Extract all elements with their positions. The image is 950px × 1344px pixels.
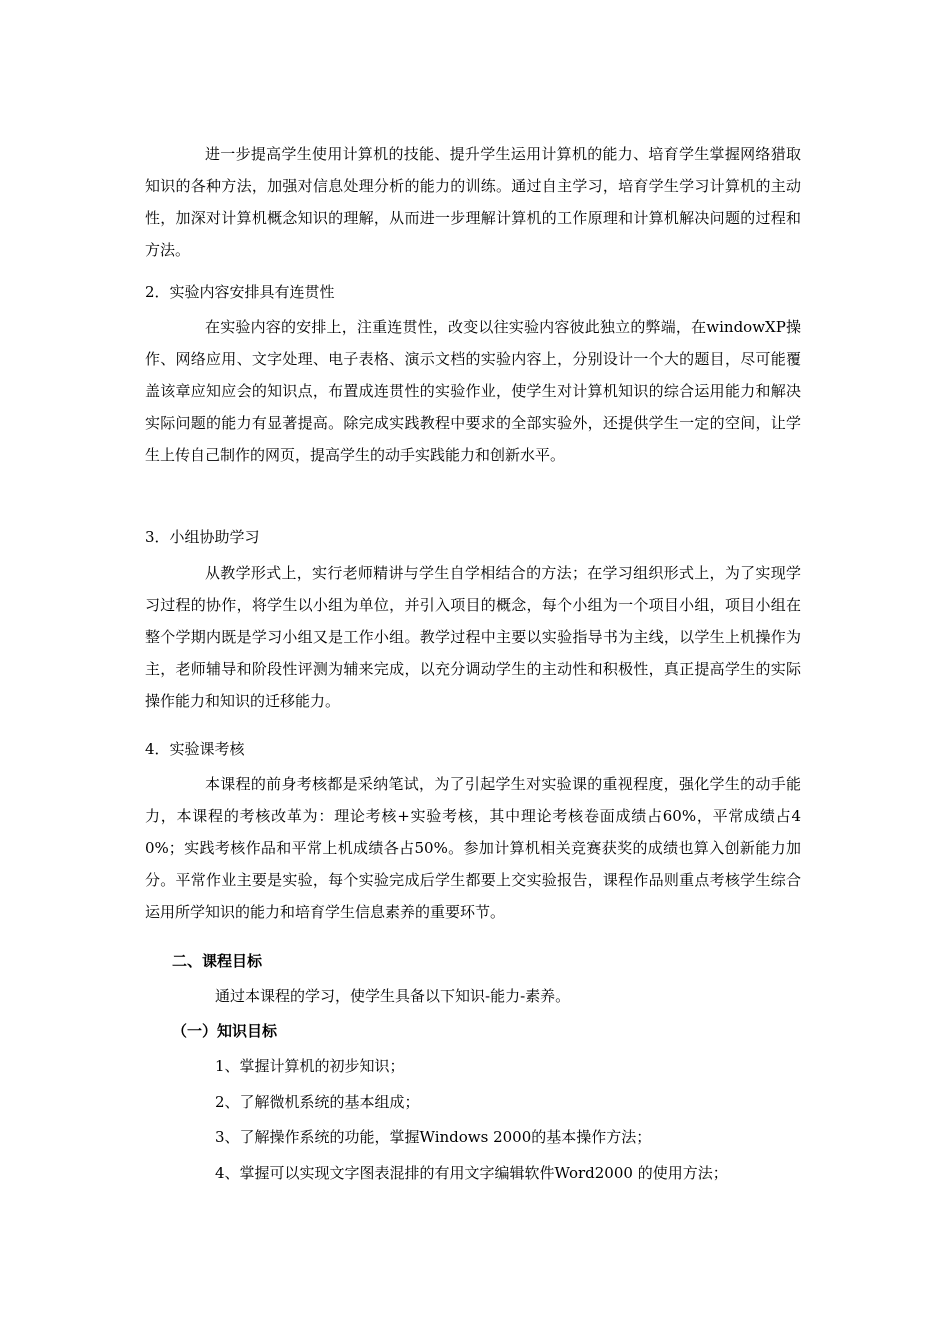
- list-item: 3、了解操作系统的功能，掌握Windows 2000的基本操作方法；: [215, 1128, 652, 1146]
- heading-item-3: 3．小组协助学习: [145, 528, 260, 546]
- subsection-title: （一）知识目标: [172, 1022, 278, 1040]
- section-intro: 通过本课程的学习，使学生具备以下知识-能力-素养。: [215, 987, 571, 1005]
- paragraph-intro: 进一步提高学生使用计算机的技能、提升学生运用计算机的能力、培育学生掌握网络猎取知识的各种方法，加强对信息处理分析的能力的训练。通过自主学习，培育学生学习计算机的主动性，加深对计算机概念知识的理解，从而进一步理解计算机的工作原理和计算机解决问题的过程和方法。: [145, 145, 801, 259]
- paragraph-item-4: 本课程的前身考核都是采纳笔试，为了引起学生对实验课的重视程度，强化学生的动手能力，本课程的考核改革为：理论考核+实验考核，其中理论考核卷面成绩占60%，平常成绩占40%；实践考核作品和平常上机成绩各占50%。参加计算机相关竞赛获奖的成绩也算入创新能力加分。平常作业主要是实验，每个实验完成后学生都要上交实验报告，课程作品则重点考核学生综合运用所学知识的能力和培育学生信息素养的重要环节。: [145, 775, 801, 921]
- heading-item-4: 4．实验课考核: [145, 740, 245, 758]
- list-item: 1、掌握计算机的初步知识；: [215, 1057, 405, 1075]
- list-item: 4、掌握可以实现文字图表混排的有用文字编辑软件Word2000 的使用方法；: [215, 1164, 728, 1182]
- paragraph-item-2: 在实验内容的安排上，注重连贯性，改变以往实验内容彼此独立的弊端，在windowXP操作、网络应用、文字处理、电子表格、演示文档的实验内容上，分别设计一个大的题目，尽可能覆盖该章应知应会的知识点，布置成连贯性的实验作业，使学生对计算机知识的综合运用能力和解决实际问题的能力有显著提高。除完成实践教程中要求的全部实验外，还提供学生一定的空间，让学生上传自己制作的网页，提高学生的动手实践能力和创新水平。: [145, 318, 801, 464]
- paragraph-item-3: 从教学形式上，实行老师精讲与学生自学相结合的方法；在学习组织形式上，为了实现学习过程的协作，将学生以小组为单位，并引入项目的概念，每个小组为一个项目小组，项目小组在整个学期内既是学习小组又是工作小组。教学过程中主要以实验指导书为主线，以学生上机操作为主，老师辅导和阶段性评测为辅来完成，以充分调动学生的主动性和积极性，真正提高学生的实际操作能力和知识的迁移能力。: [145, 564, 801, 710]
- heading-item-2: 2．实验内容安排具有连贯性: [145, 283, 335, 301]
- section-title: 二、课程目标: [172, 952, 263, 970]
- list-item: 2、了解微机系统的基本组成；: [215, 1093, 420, 1111]
